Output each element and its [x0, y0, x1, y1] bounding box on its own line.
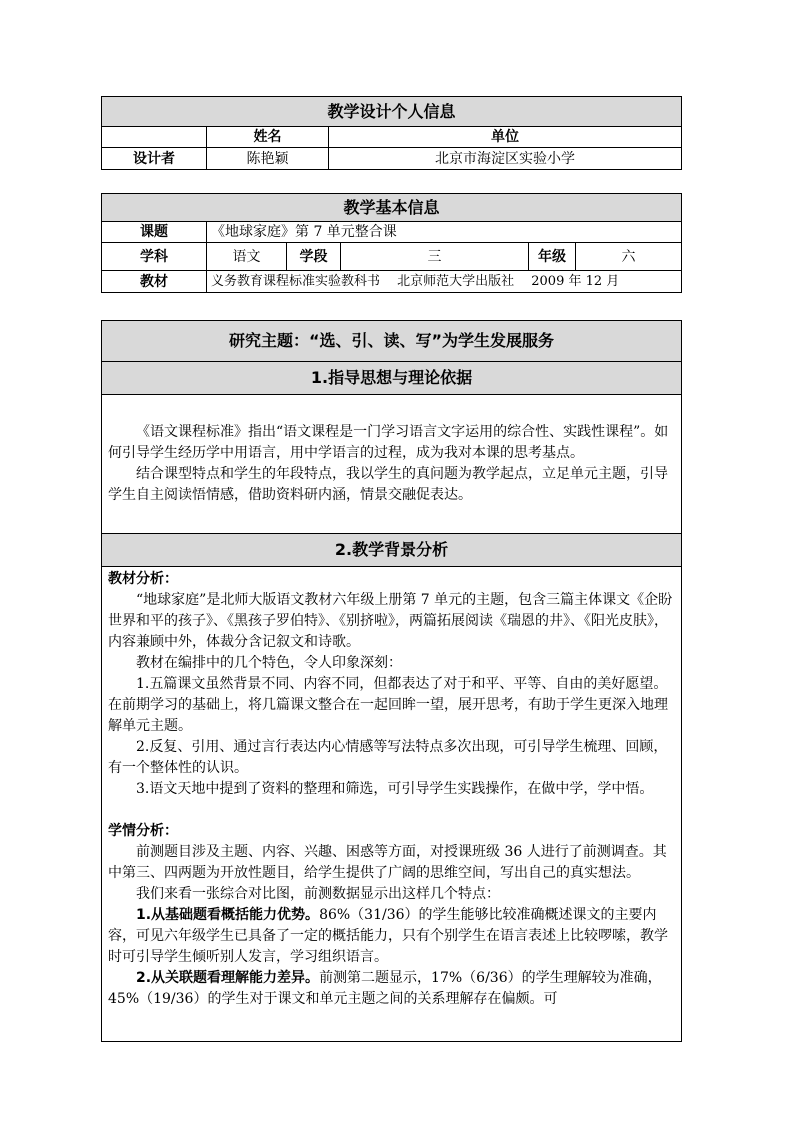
student-analysis-paragraph: 我们来看一张综合对比图，前测数据显示出这样几个特点： — [136, 886, 500, 902]
textbook-analysis-paragraph: 教材在编排中的几个特色，令人印象深刻： — [136, 655, 402, 671]
textbook-analysis-paragraph: “地球家庭”是北师大版语文教材六年级上册第 7 单元的主题，包含三篇主体课文《企盼世界和平的孩子》、《黑孩子罗伯特》、《别挤啦》，两篇拓展阅读《瑞恩的井》、《阳光皮肤》，内容兼顾中外，体裁分含记叙文和诗歌。 — [108, 592, 673, 650]
grade-value: 六 — [576, 243, 682, 271]
subject-label: 学科 — [102, 243, 207, 271]
textbook-analysis-paragraph: 2.反复、引用、通过言行表达内心情感等写法特点多次出现，可引导学生梳理、回顾，有一个整体性的认识。 — [108, 739, 668, 776]
textbook-analysis-paragraph: 1.五篇课文虽然背景不同、内容不同，但都表达了对于和平、平等、自由的美好愿望。在前期学习的基础上，将几篇课文整合在一起回眸一望，展开思考，有助于学生更深入地理解单元主题。 — [108, 676, 668, 734]
topic-label: 课题 — [102, 222, 207, 243]
basic-info-table — [101, 193, 682, 293]
research-table — [101, 320, 682, 1042]
subject-value: 语文 — [207, 243, 287, 271]
stage-label: 学段 — [287, 243, 341, 271]
name-column-header: 姓名 — [207, 127, 329, 148]
unit-column-header: 单位 — [329, 127, 682, 148]
student-analysis-paragraph — [108, 905, 675, 968]
textbook-label: 教材 — [102, 271, 207, 293]
research-theme-title: 研究主题：“选、引、读、写”为学生发展服务 — [102, 321, 682, 362]
textbook-analysis-heading: 教材分析： — [108, 571, 178, 587]
section1-paragraph: 结合课型特点和学生的年段特点，我以学生的真问题为教学起点，立足单元主题，引导学生自主阅读悟情感，借助资料研内涵，情景交融促表达。 — [108, 466, 668, 503]
blank-line — [108, 800, 675, 821]
point1-text: 86%（31/36）的学生能够比较准确概述课文的主要内容，可见六年级学生已具备了一定的概括能力，只有个别学生在语言表述上比较啰嗦，教学时可引导学生倾听别人发言，学习组织语言。 — [108, 907, 668, 965]
point1-heading: 1.从基础题看概括能力优势。 — [136, 907, 320, 923]
personal-info-table — [101, 96, 682, 170]
section2-title: 2.教学背景分析 — [102, 534, 682, 567]
section1-body — [102, 395, 682, 534]
section2-body — [102, 567, 682, 1042]
section1-paragraph: 《语文课程标准》指出“语文课程是一门学习语言文字运用的综合性、实践性课程”。如何引导学生经历学中用语言，用中学语言的过程，成为我对本课的思考基点。 — [108, 424, 669, 461]
basic-info-title: 教学基本信息 — [102, 194, 682, 222]
topic-value: 《地球家庭》第 7 单元整合课 — [207, 222, 682, 243]
stage-value: 三 — [341, 243, 529, 271]
designer-unit: 北京市海淀区实验小学 — [329, 148, 682, 170]
designer-label: 设计者 — [102, 148, 207, 170]
section1-title: 1.指导思想与理论依据 — [102, 362, 682, 395]
personal-info-title: 教学设计个人信息 — [102, 97, 682, 127]
student-analysis-paragraph: 前测题目涉及主题、内容、兴趣、困惑等方面，对授课班级 36 人进行了前测调查。其中第三、四两题为开放性题目，给学生提供了广阔的思维空间，写出自己的真实想法。 — [108, 844, 667, 881]
point2-heading: 2.从关联题看理解能力差异。 — [136, 970, 320, 986]
student-analysis-heading: 学情分析： — [108, 823, 178, 839]
textbook-value: 义务教育课程标准实验教科书 北京师范大学出版社 2009 年 12 月 — [207, 271, 682, 293]
empty-cell — [102, 127, 207, 148]
grade-label: 年级 — [529, 243, 576, 271]
point2-text: 前测第二题显示，17%（6/36）的学生理解较为准确，45%（19/36）的学生对于课文和单元主题之间的关系理解存在偏颇。可 — [108, 970, 662, 1007]
designer-name: 陈艳颖 — [207, 148, 329, 170]
textbook-analysis-paragraph: 3.语文天地中提到了资料的整理和筛选，可引导学生实践操作，在做中学，学中悟。 — [136, 781, 654, 797]
student-analysis-paragraph — [108, 968, 675, 1010]
